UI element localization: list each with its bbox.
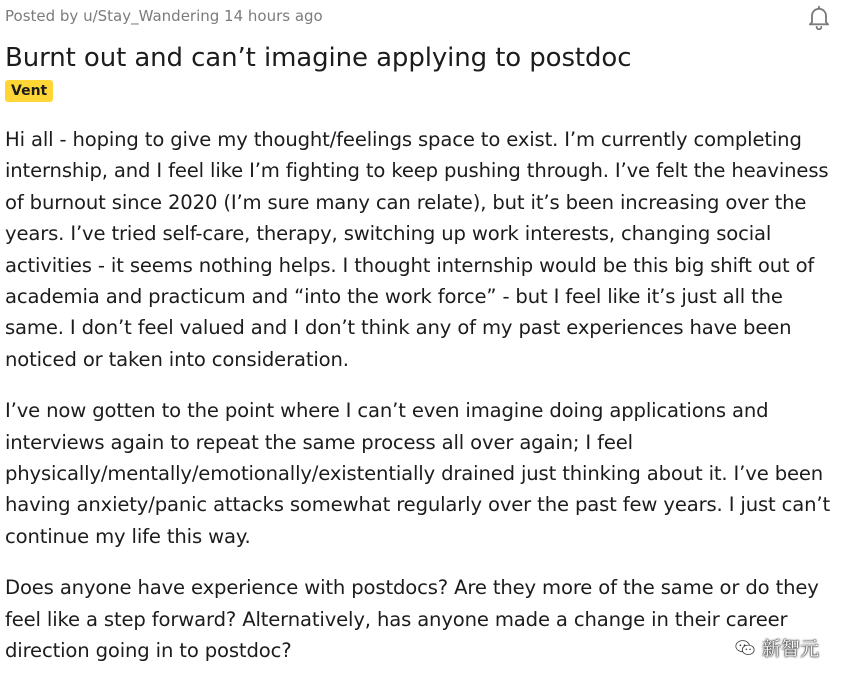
post-paragraph: Hi all - hoping to give my thought/feelings space to exist. I’m currently completing internship, and I feel like I’m fighting to keep pushing through. I’ve felt the heaviness of burnout since 2020 (I’m sure many can relate), but it’s been increasing over the years. I’ve tried self-care, therapy, switching up work interests, changing social activities - it seems nothing helps. I thought internship would be this big shift out of academia and practicum and “into the work force” - but I feel like it’s just all the same. I don’t feel valued and I don’t think any of my past experiences have been noticed or taken into consideration. [5, 128, 829, 371]
post-header [5, 0, 835, 33]
post-title[interactable]: Burnt out and can’t imagine applying to postdoc [5, 43, 632, 73]
watermark [734, 634, 819, 661]
post-paragraph: Does anyone have experience with postdocs? Are they more of the same or do they feel like a step forward? Alternatively, has anyone made a change in their career direction going in to postdoc? [5, 576, 819, 663]
post-meta[interactable]: Posted by u/Stay_Wandering 14 hours ago [5, 7, 323, 25]
post-paragraph: I’ve now gotten to the point where I can’t even imagine doing applications and interviews again to repeat the same process all over again; I feel physically/mentally/emotionally/existentially drained just thinking about it. I’ve been having anxiety/panic attacks somewhat regularly over the past few years. I just can’t continue my life this way. [5, 399, 830, 548]
watermark-text: 新智元 [761, 638, 819, 660]
notification-button[interactable] [803, 1, 835, 33]
wechat-icon [734, 637, 756, 659]
post-body [5, 124, 835, 667]
bell-icon [805, 3, 833, 31]
post-flair[interactable]: Vent [5, 80, 53, 102]
